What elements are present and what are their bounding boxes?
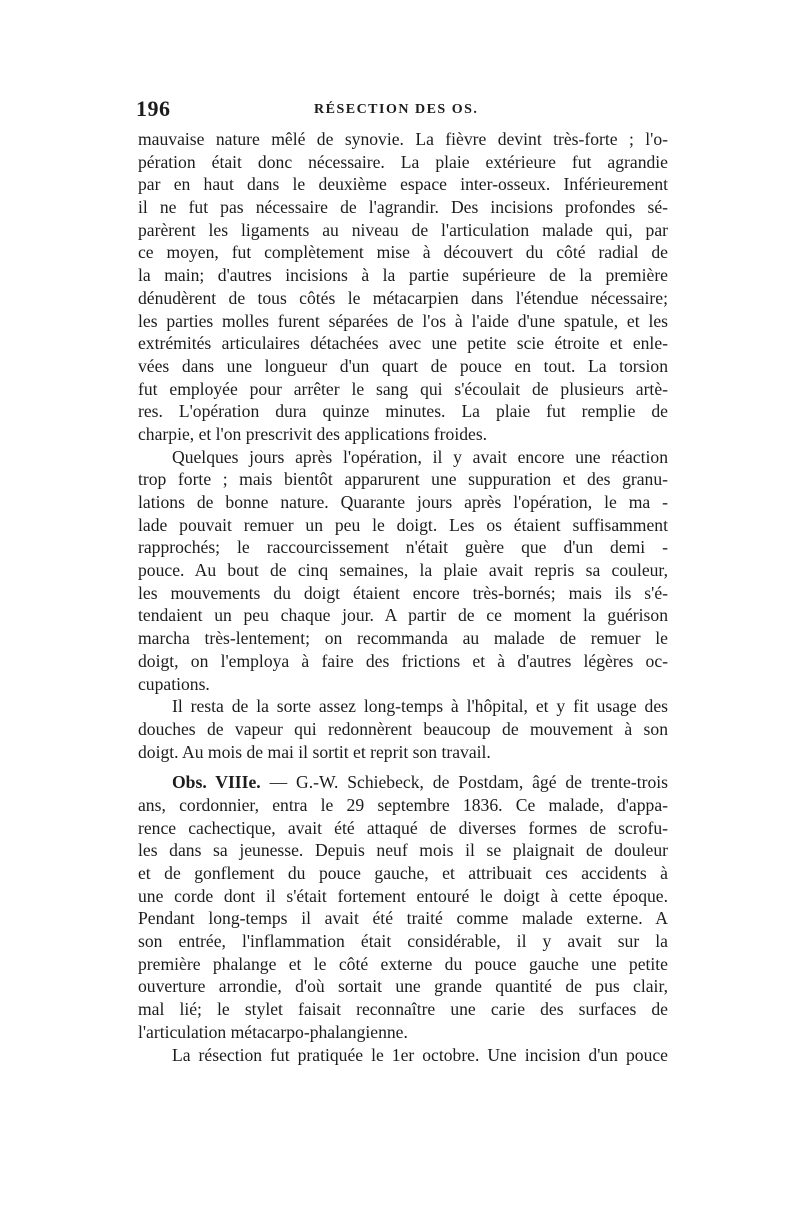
text-line: doigt, on l'employa à faire des frictions et à d'autres légères oc- [138,650,668,671]
paragraph-hospital [138,695,668,763]
paragraph-continued [138,128,668,446]
text-line: il ne fut pas nécessaire de l'agrandir. Des incisions profondes sé- [138,197,668,218]
text-line [138,771,668,794]
text-line: pération était donc nécessaire. La plaie extérieure fut agrandie [138,151,668,172]
text-line: lade pouvait remuer un peu le doigt. Les os étaient suffisamment [138,514,668,535]
running-head [136,96,668,126]
paragraph-observation-8 [138,771,668,1043]
text-line: Quelques jours après l'opération, il y avait encore une réaction [172,446,668,467]
text-line: extrémités articulaires détachées avec une petite scie étroite et enle- [138,333,668,354]
page-number: 196 [136,96,171,121]
text-line: mauvaise nature mêlé de synovie. La fièvre devint très-forte ; l'o- [138,129,668,149]
text-line: fut employée pour arrêter le sang qui s'écoulait de plusieurs artè- [138,378,668,399]
text-line: mal lié; le stylet faisait reconnaître une carie des surfaces de [138,999,668,1020]
text-line: La résection fut pratiquée le 1er octobre. Une incision d'un pouce [172,1044,668,1065]
text-line: lations de bonne nature. Quarante jours après l'opération, le ma - [138,492,668,512]
text-line: une corde dont il s'était fortement entouré le doigt à cette époque. [138,885,668,906]
paragraph-resection [138,1044,668,1067]
text-line: Il resta de la sorte assez long-temps à l'hôpital, et y fit usage des [172,696,668,717]
text-line: l'articulation métacarpo-phalangienne. [138,1021,408,1042]
text-line: cupations. [138,673,210,694]
text-line: ce moyen, fut complètement mise à découvert du côté radial de [138,242,668,263]
text-line: et de gonflement du pouce gauche, et attribuait ces accidents à [138,863,668,883]
paragraph-recovery [138,446,668,696]
text-line: Pendant long-temps il avait été traité comme malade externe. A [138,908,668,929]
text-line: douches de vapeur qui redonnèrent beaucoup de mouvement à son [138,718,668,739]
text-line: pouce. Au bout de cinq semaines, la plaie avait repris sa couleur, [138,560,668,581]
text-line: marcha très-lentement; on recommanda au malade de remuer le [138,628,668,649]
text-line: dénudèrent de tous côtés le métacarpien dans l'étendue nécessaire; [138,287,668,308]
text-line: tendaient un peu chaque jour. A partir de ce moment la guérison [138,605,668,626]
text-line: parèrent les ligaments au niveau de l'articulation malade qui, par [138,219,668,240]
text-line: rence cachectique, avait été attaqué de diverses formes de scrofu- [138,817,668,838]
text-line: par en haut dans le deuxième espace inter-osseux. Inférieurement [138,174,668,195]
text-line: trop forte ; mais bientôt apparurent une suppuration et des granu- [138,469,668,490]
text-line: la main; d'autres incisions à la partie supérieure de la première [138,265,668,286]
text-run: — G.-W. Schiebeck, de Postdam, âgé de trente-trois [260,772,669,793]
text-line: rapprochés; le raccourcissement n'était guère que d'un demi - [138,537,668,558]
text-line: première phalange et le côté externe du pouce gauche une petite [138,953,668,974]
text-line: ans, cordonnier, entra le 29 septembre 1836. Ce malade, d'appa- [138,794,668,815]
text-line: res. L'opération dura quinze minutes. La plaie fut remplie de [138,401,668,422]
text-column [138,128,668,1066]
text-line: doigt. Au mois de mai il sortit et reprit son travail. [138,741,491,762]
running-title: RÉSECTION DES OS. [314,102,479,117]
text-line: ouverture arrondie, d'où sortait une grande quantité de pus clair, [138,976,668,997]
text-line: les mouvements du doigt étaient encore très-bornés; mais ils s'é- [138,582,668,603]
observation-label: Obs. VIIIe. [172,772,261,793]
text-line: les parties molles furent séparées de l'os à l'aide d'une spatule, et les [138,310,668,331]
text-line: les dans sa jeunesse. Depuis neuf mois il se plaignait de douleur [138,840,668,861]
text-line: charpie, et l'on prescrivit des applications froides. [138,423,488,444]
text-line: vées dans une longueur d'un quart de pouce en tout. La torsion [138,355,668,376]
text-line: son entrée, l'inflammation était considérable, il y avait sur la [138,931,668,952]
